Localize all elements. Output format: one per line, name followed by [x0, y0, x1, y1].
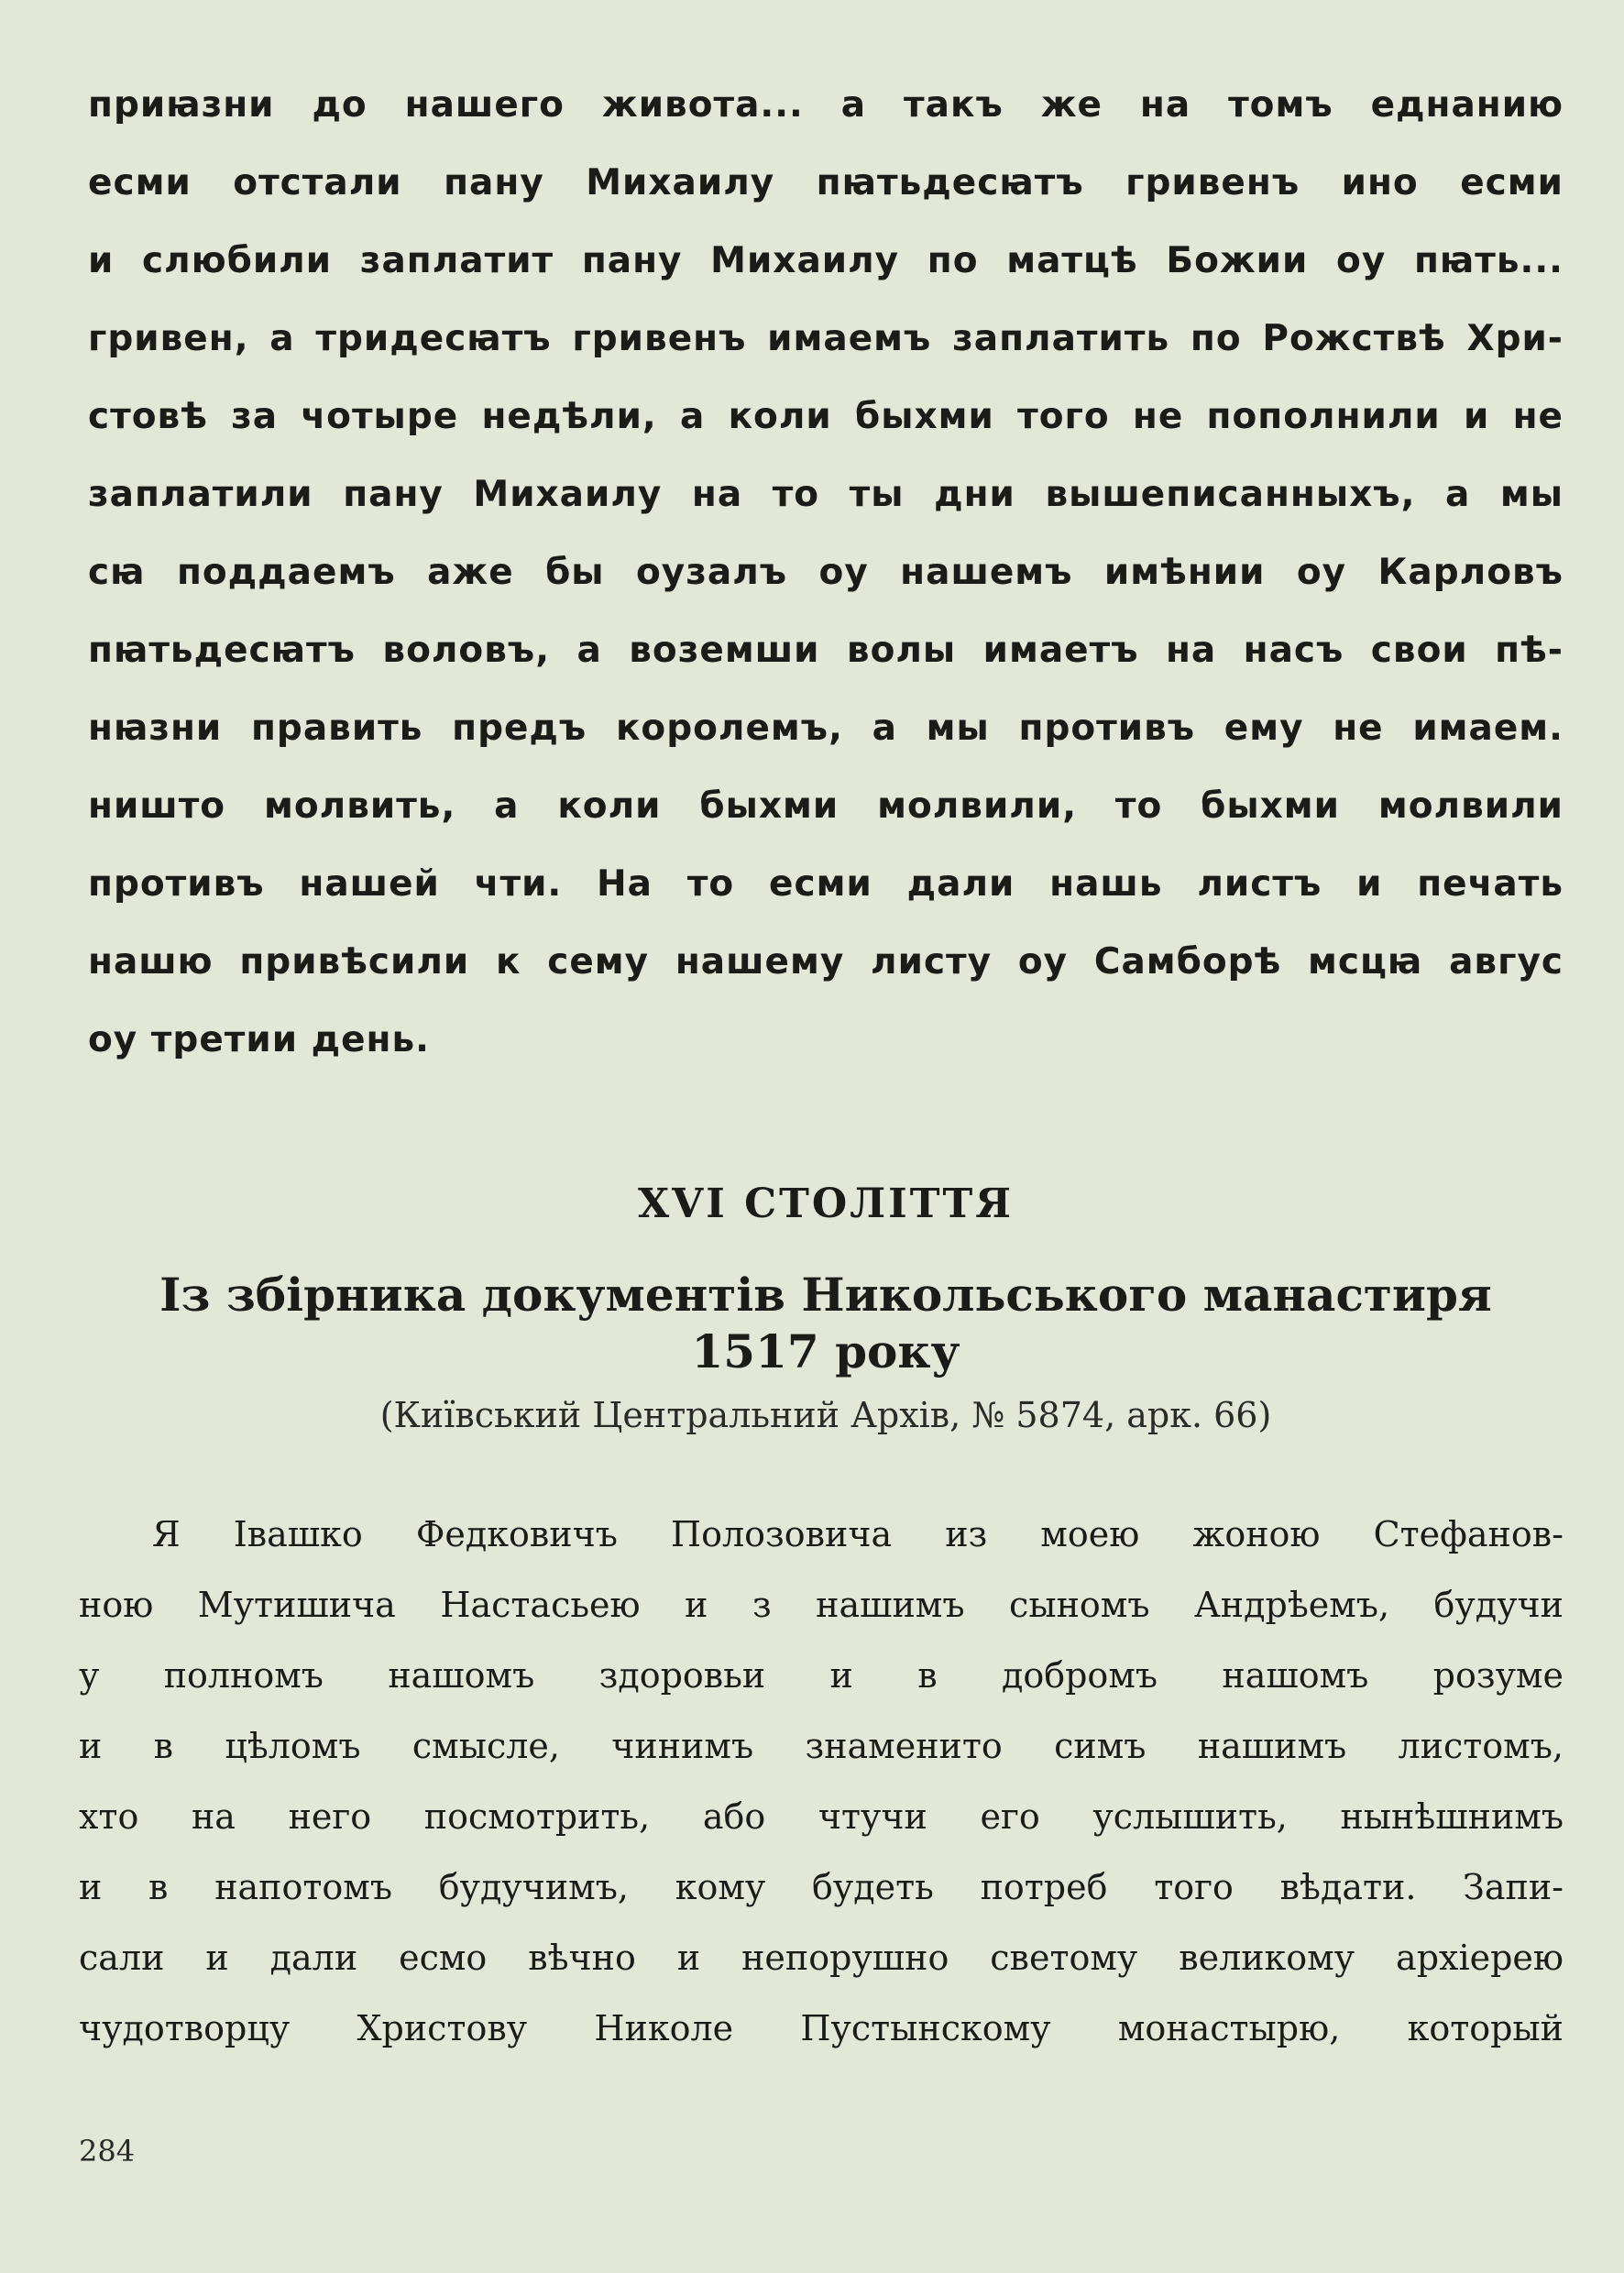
- old-text-line: противъ нашей чти. На то есми дали нашь листъ и печать: [88, 863, 1564, 905]
- old-text-line: пꙗтьдесꙗтъ воловъ, а воземши волы имаетъ на насъ свои пѣ-: [88, 630, 1564, 671]
- old-text-line: есми отстали пану Михаилу пꙗтьдесꙗтъ гривенъ ино есми: [88, 162, 1564, 203]
- document-title-year: 1517 року: [691, 1324, 960, 1378]
- body-text-line: и в цѣломъ смысле, чинимъ знаменито симъ нашимъ листомъ,: [79, 1726, 1564, 1766]
- body-text-line: ною Мутишича Настасьею и з нашимъ сыномъ Андрѣемъ, будучи: [79, 1585, 1564, 1625]
- old-cyrillic-passage: [88, 66, 1564, 1079]
- body-text-line: сали и дали есмо вѣчно и непорушно светому великому архіерею: [79, 1938, 1564, 1978]
- page-number: 284: [79, 2134, 136, 2169]
- old-text-line: гривен, а тридесꙗтъ гривенъ имаемъ заплатить по Рожствѣ Хри-: [88, 318, 1564, 359]
- body-text-line: хто на него посмотрить, або чтучи его услышить, нынѣшнимъ: [79, 1796, 1564, 1837]
- old-text-line: нꙗзни править предъ королемъ, а мы противъ ему не имаем.: [88, 708, 1564, 749]
- old-text-line: оу третии день.: [88, 1019, 430, 1060]
- document-body-text: [79, 1499, 1564, 2064]
- body-text-line: и в напотомъ будучимъ, кому будеть потреб того вѣдати. Запи-: [79, 1867, 1564, 1907]
- body-text-line: чудотворцу Христову Николе Пустынскому монастырю, который: [79, 2008, 1564, 2048]
- body-text-line: Я Івашко Федковичъ Полозовича из моею жоною Стефанов-: [152, 1514, 1564, 1554]
- document-title-line: Із збірника документів Никольського манастиря: [159, 1268, 1492, 1322]
- old-text-line: заплатили пану Михаилу на то ты дни вышеписанныхъ, а мы: [88, 474, 1564, 515]
- document-title: [88, 1267, 1564, 1380]
- archive-source-note: (Київський Центральний Архів, № 5874, арк. 66): [379, 1395, 1272, 1435]
- body-text-line: у полномъ нашомъ здоровьи и в добромъ нашомъ розуме: [79, 1655, 1564, 1696]
- old-text-line: нашю привѣсили к сему нашему листу оу Самборѣ мсцꙗ авгус: [88, 941, 1564, 983]
- old-text-line: ништо молвить, а коли быхми молвили, то быхми молвили: [88, 785, 1564, 827]
- old-text-line: и слюбили заплатит пану Михаилу по матцѣ Божии оу пꙗть...: [88, 240, 1564, 281]
- century-heading: XVI СТОЛІТТЯ: [637, 1180, 1015, 1227]
- old-text-line: приꙗзни до нашего живота... а такъ же на томъ еднанию: [88, 84, 1564, 126]
- old-text-line: сꙗ поддаемъ аже бы оузалъ оу нашемъ имѣнии оу Карловъ: [88, 552, 1564, 593]
- old-text-line: стовѣ за чотыре недѣли, а коли быхми того не пополнили и не: [88, 396, 1564, 437]
